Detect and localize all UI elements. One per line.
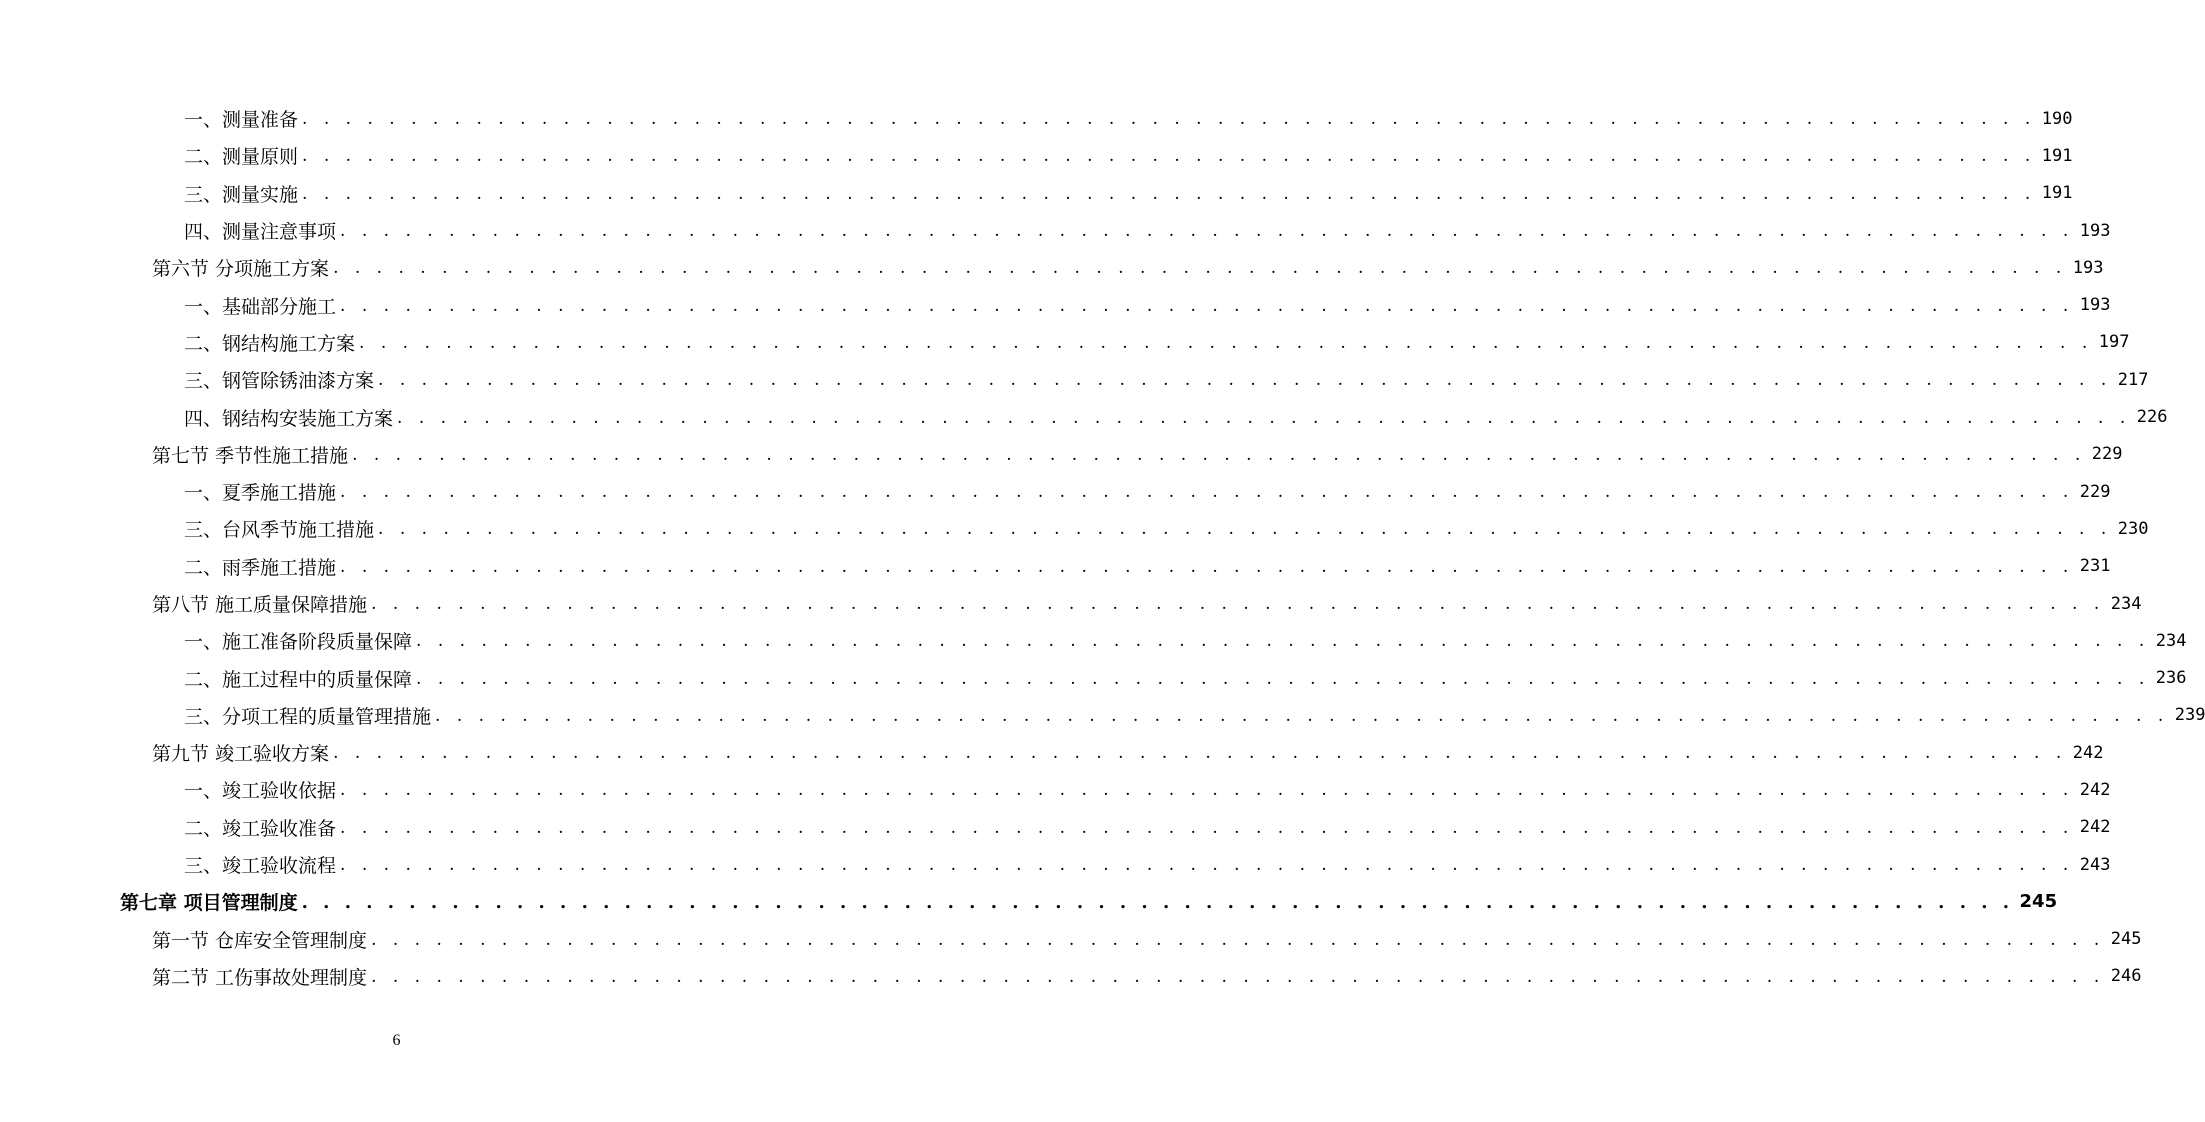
toc-section-entry[interactable] <box>0 734 2104 771</box>
toc-entry-label <box>152 590 367 617</box>
toc-page-number: 230 <box>2117 518 2149 539</box>
toc-entry-title: 竣工验收依据 <box>222 780 337 803</box>
dot-leader: . . . . . . . . . . . . . . . . . . . . . . . . . . . . . . . . . . . . . . . . . . . . . . . . . . . . . . . . . . . . . . . . . . . . . . . . . . . . . . . . <box>302 146 2036 167</box>
toc-entry-label <box>184 515 374 542</box>
dot-leader: . . . . . . . . . . . . . . . . . . . . . . . . . . . . . . . . . . . . . . . . . . . . . . . . . . . . . . . . . . . . . . . . . . . . . . . . . . . . . . . . <box>378 370 2112 391</box>
toc-entry-title: 施工质量保障措施 <box>215 594 368 616</box>
toc-subsection-entry[interactable] <box>0 212 2111 249</box>
dot-leader: . . . . . . . . . . . . . . . . . . . . . . . . . . . . . . . . . . . . . . . . . . . . . . . . . . . . . . . . . . . . . . . . . . . . . . . . . . . . . . . . <box>416 668 2150 689</box>
toc-page-number: 191 <box>2041 183 2073 204</box>
toc-page-number: 226 <box>2136 407 2168 428</box>
dot-leader: . . . . . . . . . . . . . . . . . . . . . . . . . . . . . . . . . . . . . . . . . . . . . . . . . . . . . . . . . . . . . . . . . . . . . . . . . . . . . . . . <box>416 631 2150 652</box>
dot-leader: . . . . . . . . . . . . . . . . . . . . . . . . . . . . . . . . . . . . . . . . . . . . . . . . . . . . . . . . . . . . . . . . . . . . . . . . . . . . . . . . <box>435 705 2169 726</box>
toc-entry-label <box>184 404 393 431</box>
toc-entry-label <box>184 142 298 169</box>
toc-entry-title: 测量原则 <box>222 146 299 169</box>
toc-entry-label <box>152 963 367 990</box>
toc-entry-number: 一、 <box>184 295 223 318</box>
toc-page-number: 193 <box>2072 257 2104 278</box>
toc-entry-title: 雨季施工措施 <box>222 556 337 579</box>
toc-entry-label <box>152 926 367 953</box>
toc-page-number: 191 <box>2041 145 2073 166</box>
toc-subsection-entry[interactable] <box>0 510 2149 547</box>
toc-entry-number: 三、 <box>184 183 223 206</box>
dot-leader: . . . . . . . . . . . . . . . . . . . . . . . . . . . . . . . . . . . . . . . . . . . . . . . . . . . . . . . . . . . . . . . . . . . . . . . . . . . . . . . . <box>301 891 2014 913</box>
toc-page-number: 236 <box>2155 668 2187 689</box>
toc-entry-label <box>184 702 431 729</box>
dot-leader: . . . . . . . . . . . . . . . . . . . . . . . . . . . . . . . . . . . . . . . . . . . . . . . . . . . . . . . . . . . . . . . . . . . . . . . . . . . . . . . . <box>340 817 2074 838</box>
toc-entry-label <box>184 553 336 580</box>
dot-leader: . . . . . . . . . . . . . . . . . . . . . . . . . . . . . . . . . . . . . . . . . . . . . . . . . . . . . . . . . . . . . . . . . . . . . . . . . . . . . . . . <box>378 519 2112 540</box>
toc-subsection-entry[interactable] <box>0 659 2187 696</box>
toc-entry-title: 项目管理制度 <box>183 892 298 915</box>
dot-leader: . . . . . . . . . . . . . . . . . . . . . . . . . . . . . . . . . . . . . . . . . . . . . . . . . . . . . . . . . . . . . . . . . . . . . . . . . . . . . . . . <box>340 221 2074 242</box>
toc-entry-title: 竣工验收准备 <box>222 817 337 840</box>
toc-subsection-entry[interactable] <box>0 175 2073 212</box>
toc-entry-number: 三、 <box>184 705 223 728</box>
toc-page-number: 217 <box>2117 369 2149 390</box>
toc-section-entry[interactable] <box>0 436 2123 473</box>
toc-entry-number: 四、 <box>184 221 223 244</box>
toc-subsection-entry[interactable] <box>0 137 2073 174</box>
dot-leader: . . . . . . . . . . . . . . . . . . . . . . . . . . . . . . . . . . . . . . . . . . . . . . . . . . . . . . . . . . . . . . . . . . . . . . . . . . . . . . . . <box>340 556 2074 577</box>
dot-leader: . . . . . . . . . . . . . . . . . . . . . . . . . . . . . . . . . . . . . . . . . . . . . . . . . . . . . . . . . . . . . . . . . . . . . . . . . . . . . . . . <box>371 929 2105 950</box>
toc-entry-title: 分项工程的质量管理措施 <box>222 705 432 728</box>
toc-entry-label <box>120 888 298 915</box>
toc-entry-number: 一、 <box>184 631 223 654</box>
toc-entry-title: 测量准备 <box>222 109 299 132</box>
toc-entry-number: 第七节 <box>152 444 216 467</box>
dot-leader: . . . . . . . . . . . . . . . . . . . . . . . . . . . . . . . . . . . . . . . . . . . . . . . . . . . . . . . . . . . . . . . . . . . . . . . . . . . . . . . . <box>359 332 2093 353</box>
toc-subsection-entry[interactable] <box>0 697 2205 734</box>
toc-page-number: 245 <box>2019 891 2058 913</box>
toc-page-number: 229 <box>2091 444 2123 465</box>
dot-leader: . . . . . . . . . . . . . . . . . . . . . . . . . . . . . . . . . . . . . . . . . . . . . . . . . . . . . . . . . . . . . . . . . . . . . . . . . . . . . . . . <box>333 258 2067 279</box>
toc-entry-title: 竣工验收方案 <box>215 743 330 766</box>
toc-entry-number: 二、 <box>184 146 223 169</box>
toc-entry-label <box>184 329 355 356</box>
toc-entry-number: 第七章 <box>120 892 184 915</box>
toc-subsection-entry[interactable] <box>0 100 2073 137</box>
toc-entry-label <box>184 217 336 244</box>
toc-entry-number: 第二节 <box>152 966 216 989</box>
toc-entry-label <box>152 441 348 468</box>
toc-entry-label <box>184 665 412 692</box>
toc-entry-label <box>184 627 412 654</box>
toc-entry-title: 钢结构安装施工方案 <box>222 407 394 430</box>
toc-entry-label <box>184 366 374 393</box>
toc-entry-number: 第九节 <box>152 743 216 766</box>
toc-entry-title: 钢管除锈油漆方案 <box>222 370 375 393</box>
dot-leader: . . . . . . . . . . . . . . . . . . . . . . . . . . . . . . . . . . . . . . . . . . . . . . . . . . . . . . . . . . . . . . . . . . . . . . . . . . . . . . . . <box>371 594 2105 614</box>
dot-leader: . . . . . . . . . . . . . . . . . . . . . . . . . . . . . . . . . . . . . . . . . . . . . . . . . . . . . . . . . . . . . . . . . . . . . . . . . . . . . . . . <box>371 966 2105 987</box>
toc-page-number: 234 <box>2110 593 2142 614</box>
toc-entry-number: 二、 <box>184 817 223 840</box>
toc-entry-number: 一、 <box>184 482 223 505</box>
toc-entry-label <box>184 180 298 207</box>
toc-section-entry[interactable] <box>0 585 2142 622</box>
toc-page-number: 243 <box>2079 854 2111 875</box>
table-of-contents <box>0 100 2205 995</box>
toc-subsection-entry[interactable] <box>0 286 2111 323</box>
toc-subsection-entry[interactable] <box>0 398 2168 435</box>
toc-section-entry[interactable] <box>0 958 2142 995</box>
dot-leader: . . . . . . . . . . . . . . . . . . . . . . . . . . . . . . . . . . . . . . . . . . . . . . . . . . . . . . . . . . . . . . . . . . . . . . . . . . . . . . . . <box>340 482 2074 503</box>
toc-page-number: 239 <box>2174 705 2205 726</box>
toc-entry-number: 二、 <box>184 556 223 579</box>
dot-leader: . . . . . . . . . . . . . . . . . . . . . . . . . . . . . . . . . . . . . . . . . . . . . . . . . . . . . . . . . . . . . . . . . . . . . . . . . . . . . . . . <box>397 407 2131 428</box>
toc-page-number: 242 <box>2079 817 2111 838</box>
toc-page-number: 242 <box>2072 742 2104 763</box>
toc-entry-title: 测量注意事项 <box>222 221 337 244</box>
toc-entry-label <box>184 105 298 132</box>
toc-entry-label <box>152 254 329 281</box>
toc-entry-number: 二、 <box>184 668 223 691</box>
toc-subsection-entry[interactable] <box>0 771 2111 808</box>
toc-subsection-entry[interactable] <box>0 473 2111 510</box>
toc-section-entry[interactable] <box>0 921 2142 958</box>
toc-entry-label <box>152 739 329 766</box>
toc-page-number: 193 <box>2079 295 2111 316</box>
toc-entry-label <box>184 851 336 878</box>
toc-subsection-entry[interactable] <box>0 622 2187 659</box>
dot-leader: . . . . . . . . . . . . . . . . . . . . . . . . . . . . . . . . . . . . . . . . . . . . . . . . . . . . . . . . . . . . . . . . . . . . . . . . . . . . . . . . <box>352 444 2086 465</box>
toc-entry-number: 三、 <box>184 519 223 542</box>
toc-entry-number: 一、 <box>184 780 223 803</box>
toc-entry-title: 台风季节施工措施 <box>222 519 375 542</box>
toc-entry-title: 钢结构施工方案 <box>222 332 356 355</box>
toc-page-number: 190 <box>2041 108 2073 129</box>
dot-leader: . . . . . . . . . . . . . . . . . . . . . . . . . . . . . . . . . . . . . . . . . . . . . . . . . . . . . . . . . . . . . . . . . . . . . . . . . . . . . . . . <box>302 183 2036 204</box>
toc-subsection-entry[interactable] <box>0 846 2111 883</box>
toc-entry-number: 二、 <box>184 332 223 355</box>
toc-entry-label <box>184 776 336 803</box>
dot-leader: . . . . . . . . . . . . . . . . . . . . . . . . . . . . . . . . . . . . . . . . . . . . . . . . . . . . . . . . . . . . . . . . . . . . . . . . . . . . . . . . <box>340 295 2074 316</box>
toc-entry-title: 夏季施工措施 <box>222 482 337 505</box>
toc-page-number: 197 <box>2098 332 2130 353</box>
toc-entry-title: 工伤事故处理制度 <box>215 966 368 989</box>
toc-subsection-entry[interactable] <box>0 809 2111 846</box>
toc-page-number: 231 <box>2079 556 2111 577</box>
toc-entry-number: 三、 <box>184 855 223 878</box>
dot-leader: . . . . . . . . . . . . . . . . . . . . . . . . . . . . . . . . . . . . . . . . . . . . . . . . . . . . . . . . . . . . . . . . . . . . . . . . . . . . . . . . <box>340 855 2074 876</box>
toc-entry-label <box>184 478 336 505</box>
toc-entry-number: 第六节 <box>152 258 216 281</box>
toc-entry-title: 测量实施 <box>222 183 299 206</box>
toc-entry-title: 基础部分施工 <box>222 295 337 318</box>
dot-leader: . . . . . . . . . . . . . . . . . . . . . . . . . . . . . . . . . . . . . . . . . . . . . . . . . . . . . . . . . . . . . . . . . . . . . . . . . . . . . . . . <box>302 109 2036 130</box>
dot-leader: . . . . . . . . . . . . . . . . . . . . . . . . . . . . . . . . . . . . . . . . . . . . . . . . . . . . . . . . . . . . . . . . . . . . . . . . . . . . . . . . <box>340 780 2074 801</box>
toc-page-number: 245 <box>2110 929 2142 950</box>
toc-entry-number: 一、 <box>184 109 223 132</box>
toc-entry-label <box>184 292 336 319</box>
toc-entry-title: 季节性施工措施 <box>215 444 349 467</box>
toc-entry-title: 施工过程中的质量保障 <box>222 668 413 691</box>
toc-entry-number: 第一节 <box>152 929 216 952</box>
toc-entry-number: 三、 <box>184 370 223 393</box>
toc-subsection-entry[interactable] <box>0 361 2149 398</box>
toc-entry-number: 四、 <box>184 407 223 430</box>
toc-subsection-entry[interactable] <box>0 548 2111 585</box>
toc-section-entry[interactable] <box>0 249 2104 286</box>
toc-entry-number: 第八节 <box>152 594 216 616</box>
toc-entry-title: 仓库安全管理制度 <box>215 929 368 952</box>
toc-page-number: 246 <box>2110 966 2142 987</box>
toc-page-number: 234 <box>2155 630 2187 651</box>
toc-page-number: 229 <box>2079 481 2111 502</box>
page-number: 6 <box>392 1032 401 1049</box>
toc-entry-title: 分项施工方案 <box>215 258 330 281</box>
toc-entry-title: 施工准备阶段质量保障 <box>222 631 413 654</box>
dot-leader: . . . . . . . . . . . . . . . . . . . . . . . . . . . . . . . . . . . . . . . . . . . . . . . . . . . . . . . . . . . . . . . . . . . . . . . . . . . . . . . . <box>333 743 2067 764</box>
toc-subsection-entry[interactable] <box>0 324 2130 361</box>
toc-chapter-entry[interactable] <box>0 883 2058 920</box>
toc-entry-label <box>184 814 336 841</box>
toc-entry-title: 竣工验收流程 <box>222 855 337 878</box>
toc-page-number: 242 <box>2079 779 2111 800</box>
toc-page-number: 193 <box>2079 220 2111 241</box>
